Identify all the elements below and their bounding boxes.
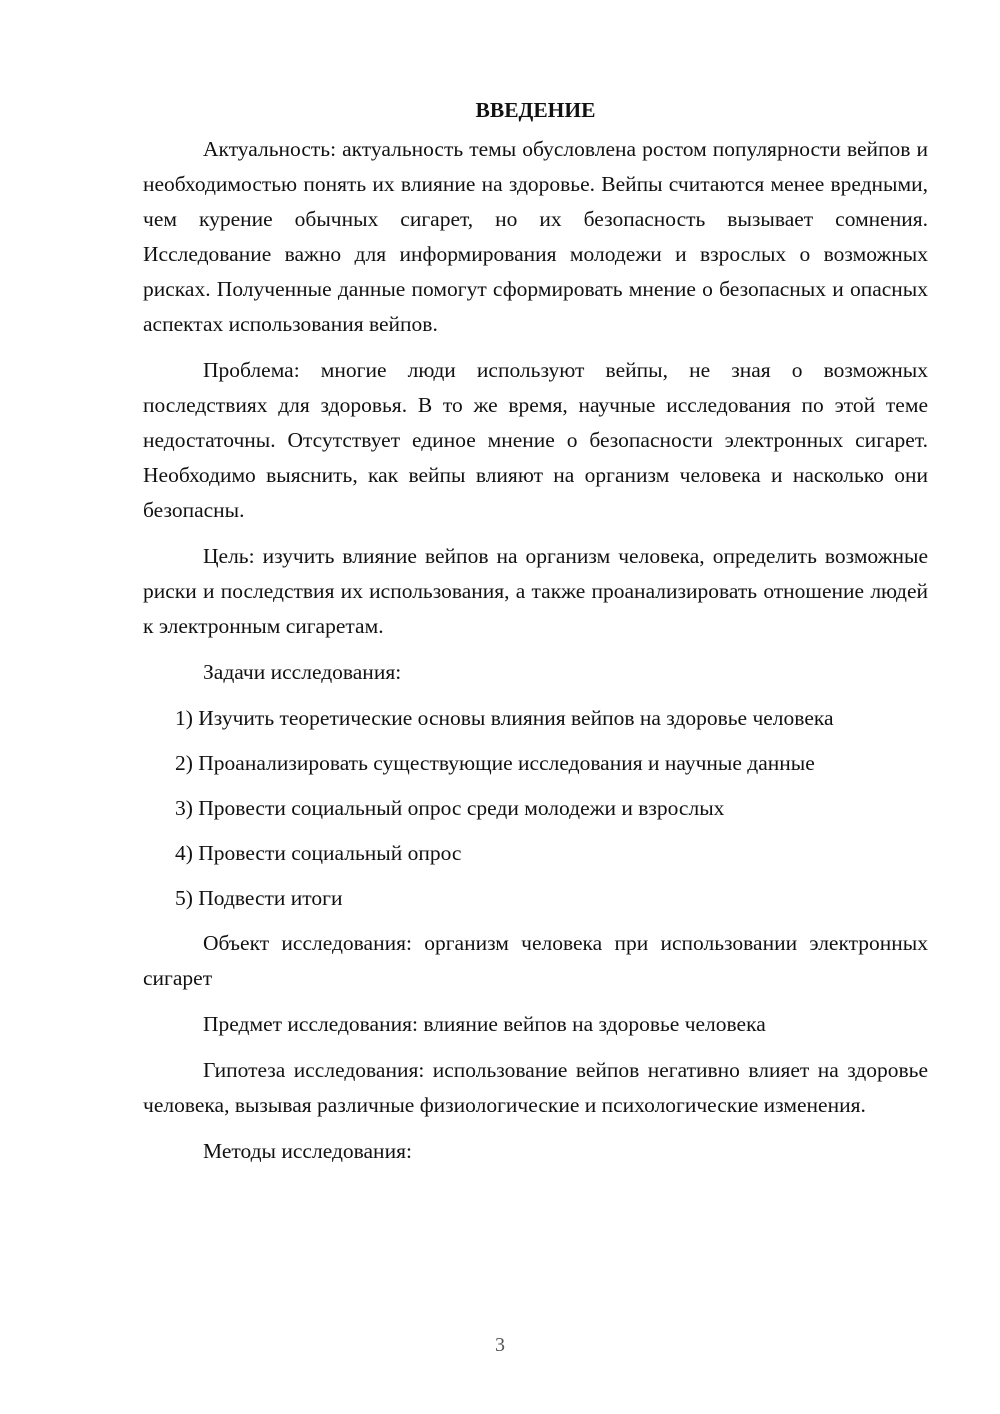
list-item: 4) Провести социальный опрос (175, 841, 462, 865)
document-body (143, 96, 928, 1180)
methods-heading: Методы исследования: (203, 1139, 412, 1163)
list-item: 2) Проанализировать существующие исследования и научные данные (175, 751, 815, 775)
paragraph-subject: Предмет исследования: влияние вейпов на здоровье человека (203, 1012, 766, 1036)
list-item: 3) Провести социальный опрос среди молодежи и взрослых (175, 796, 725, 820)
paragraph-hypothesis: Гипотеза исследования: использование вейпов негативно влияет на здоровье человека, вызывая различные физиологические и психологические изменения. (143, 1058, 928, 1117)
paragraph-object: Объект исследования: организм человека при использовании электронных сигарет (143, 931, 928, 990)
list-item: 5) Подвести итоги (175, 886, 343, 910)
page-number: 3 (495, 1334, 505, 1356)
paragraph-problem: Проблема: многие люди используют вейпы, не зная о возможных последствиях для здоровья. В то же время, научные исследования по этой теме недостаточны. Отсутствует единое мнение о безопасности электронных сигарет. Необходимо выяснить, как вейпы влияют на организм человека и насколько они безопасны. (143, 358, 928, 522)
list-item: 1) Изучить теоретические основы влияния вейпов на здоровье человека (175, 706, 834, 730)
tasks-list (143, 701, 928, 916)
paragraph-goal: Цель: изучить влияние вейпов на организм человека, определить возможные риски и последствия их использования, а также проанализировать отношение людей к электронным сигаретам. (143, 544, 928, 638)
page-title: ВВЕДЕНИЕ (475, 98, 596, 122)
paragraph-relevance: Актуальность: актуальность темы обусловлена ростом популярности вейпов и необходимостью понять их влияние на здоровье. Вейпы считаются менее вредными, чем курение обычных сигарет, но их безопасность вызывает сомнения. Исследование важно для информирования молодежи и взрослых о возможных рисках. Полученные данные помогут сформировать мнение о безопасных и опасных аспектах использования вейпов. (143, 137, 928, 336)
tasks-heading: Задачи исследования: (203, 660, 402, 684)
